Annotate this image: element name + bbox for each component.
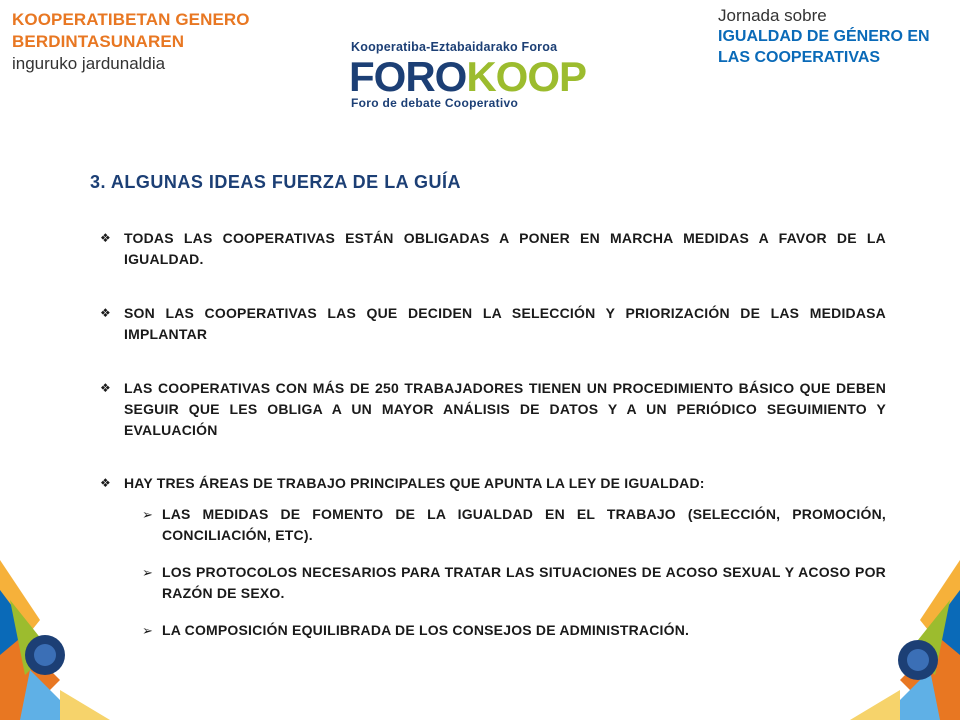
header-left-line1: KOOPERATIBETAN GENERO	[12, 10, 250, 29]
sub-bullet-list	[142, 504, 886, 641]
sub-bullet-text: LAS MEDIDAS DE FOMENTO DE LA IGUALDAD EN EL TRABAJO (SELECCIÓN, PROMOCIÓN, CONCILIACIÓN, ETC).	[162, 506, 886, 543]
bullet-item	[98, 228, 886, 270]
slide-title: 3. ALGUNAS IDEAS FUERZA DE LA GUÍA	[90, 172, 462, 192]
bullet-item	[98, 378, 886, 441]
bullet-text: LAS COOPERATIVAS CON MÁS DE 250 TRABAJADORES TIENEN UN PROCEDIMIENTO BÁSICO QUE DEBEN SEGUIR QUE LES OBLIGA A UN MAYOR ANÁLISIS DE DATOS Y A UN PERIÓDICO SEGUIMIENTO Y EVALUACIÓN	[124, 380, 886, 438]
arrow-bullet-icon: ➢	[142, 623, 154, 638]
diamond-bullet-icon: ❖	[100, 476, 111, 490]
diamond-bullet-icon: ❖	[100, 231, 111, 245]
sub-bullet-item	[142, 562, 886, 604]
logo-brand	[349, 54, 586, 100]
logo-brand-koop: KOOP	[466, 53, 587, 100]
header-right-line1: Jornada sobre	[718, 6, 827, 25]
bullet-item	[98, 303, 886, 345]
diamond-bullet-icon: ❖	[100, 381, 111, 395]
forokoop-logo	[345, 40, 605, 112]
header-right-line2: IGUALDAD DE GÉNERO EN	[718, 28, 930, 45]
arrow-bullet-icon: ➢	[142, 565, 154, 580]
arrow-bullet-icon: ➢	[142, 507, 154, 522]
sub-bullet-item	[142, 504, 886, 546]
header-right-line3: LAS COOPERATIVAS	[718, 49, 881, 66]
sub-bullet-text: LOS PROTOCOLOS NECESARIOS PARA TRATAR LAS SITUACIONES DE ACOSO SEXUAL Y ACOSO POR RAZÓN DE SEXO.	[162, 564, 886, 601]
bullet-text: TODAS LAS COOPERATIVAS ESTÁN OBLIGADAS A PONER EN MARCHA MEDIDAS A FAVOR DE LA IGUALDAD.	[124, 230, 886, 267]
logo-caption-bottom: Foro de debate Cooperativo	[351, 96, 519, 110]
decorative-corner-left	[0, 560, 130, 720]
header-left	[12, 9, 250, 75]
bullet-list	[98, 228, 886, 657]
sub-bullet-text: LA COMPOSICIÓN EQUILIBRADA DE LOS CONSEJOS DE ADMINISTRACIÓN.	[162, 622, 690, 638]
header-left-line2: BERDINTASUNAREN	[12, 32, 185, 51]
header-left-line3: inguruko jardunaldia	[12, 54, 166, 73]
bullet-text: HAY TRES ÁREAS DE TRABAJO PRINCIPALES QUE APUNTA LA LEY DE IGUALDAD:	[124, 475, 705, 491]
sub-bullet-item	[142, 620, 886, 641]
decorative-corner-right	[830, 560, 960, 720]
diamond-bullet-icon: ❖	[100, 306, 111, 320]
logo-brand-foro: FORO	[349, 53, 467, 100]
bullet-item	[98, 473, 886, 494]
header-right	[718, 5, 930, 68]
logo-caption-top: Kooperatiba-Eztabaidarako Foroa	[351, 40, 558, 54]
bullet-text: SON LAS COOPERATIVAS LAS QUE DECIDEN LA SELECCIÓN Y PRIORIZACIÓN DE LAS MEDIDASA IMPLANTAR	[124, 305, 886, 342]
